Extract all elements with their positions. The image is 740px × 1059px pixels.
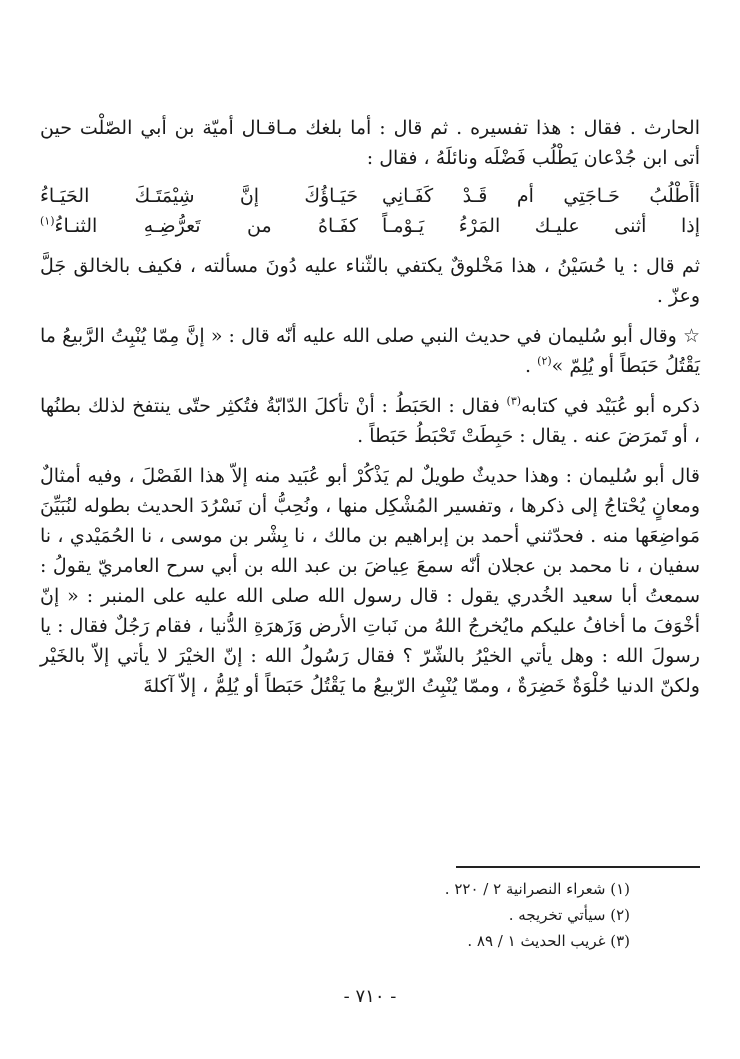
footnote-ref-2: (٢) [537, 354, 552, 368]
footnote-2: (٢) سيأتي تخريجه . [508, 906, 630, 924]
hadith-rabi-end: . [525, 355, 538, 377]
paragraph-hadith-rabi [40, 321, 700, 381]
footnotes [70, 876, 630, 954]
footnote-3: (٣) غريب الحديث ١ / ٨٩ . [467, 932, 630, 950]
hadith-rabi-text: ☆ وقال أبو سُليمان في حديث النبي صلى الله عليه أنّه قال : « إنَّ مِمّا يُنْبِتُ الرَّبيعُ ما يَقْتُلُ حَبَطاً أو يُلِمّ » [40, 325, 700, 377]
verse-1-first-hemistich: أأَطْلُبُ حَـاجَتِي أم قَـدْ كَفَـانِي [382, 185, 700, 207]
footnote-ref-3: (٣) [506, 394, 522, 408]
verse-2-second-hemistich: كفَـاهُ من تَعرُّضِـهِ الثنـاءُ [54, 215, 358, 237]
paragraph-long-hadith: قال أبو سُليمان : وهذا حديثٌ طويلٌ لم يَذْكُرْ أبو عُبَيد منه إلاّ هذا الفَصْلَ ، وفيه أمثالٌ ومعانٍ يُحْتاجُ إلى ذكرها ، وتفسير المُشْكِل منها ، ونُحِبُّ أن نَسْرُدَ الحديث بطوله لنُبَيِّنَ مَواضِعَها منه . فحدّثني أحمد بن إبراهيم بن مالك ، نا بِشْر بن موسى ، نا الحُمَيْدي ، نا سفيان ، نا محمد بن عجلان أنّه سمعَ عِياضَ بن عبد الله بن أبي سرح العامريّ يقولُ : سمعتُ أبا سعيد الخُدري يقول : قال رسول الله صلى الله عليه على المنبر : « إنّ أخْوَفَ ما أخافُ عليكم مايُخرجُ اللهُ من نَباتِ الأرض وَزَهرَةِ الدُّنيا ، فقام رَجُلٌ فقال : يا رسولَ الله : وهل يأتي الخيْرُ بالشّرّ ؟ فقال رَسُولُ الله : إنّ الخيْرَ لا يأتي إلاّ بالخَيْر ولكنّ الدنيا حُلْوَةٌ خَضِرَةٌ ، وممّا يُنْبِتُ الرّبيعُ ما يَقْتُلُ حَبَطاً أو يُلِمُّ ، إلاّ آكلةَ [40, 465, 700, 697]
poem-verse-2 [40, 211, 700, 241]
footnote-separator [456, 866, 700, 868]
abu-ubayd-before: ذكره أبو عُبَيْد في كتابه [521, 395, 700, 417]
footnote-ref-1: (١) [40, 214, 55, 228]
main-text [40, 113, 700, 701]
paragraph-abu-ubayd [40, 391, 700, 451]
poem-verse-1 [40, 181, 700, 211]
paragraph-intro: الحارث . فقال : هذا تفسيره . ثم قال : أما بلغك مـاقـال أميّة بن أبي الصّلْت حين أتى ابن جُدْعان يَطْلُب فَضْلَه ونائلَهُ ، فقال : [40, 117, 700, 169]
verse-2-first-hemistich: إذا أثنى عليـك المَرْءُ يَـوْمـاً [382, 215, 700, 237]
footnote-1: (١) شعراء النصرانية ٢ / ٢٢٠ . [444, 880, 630, 898]
page-number: - ٧١٠ - [343, 986, 397, 1007]
verse-1-second-hemistich: حَيَـاؤُكَ إنَّ شِيْمَتَـكَ الحَيَـاءُ [40, 185, 358, 207]
paragraph-husayn: ثم قال : يا حُسَيْنُ ، هذا مَخْلوقٌ يكتفي بالثّناء عليه دُونَ مسألته ، فكيف بالخالق جَلَّ وعزّ . [40, 255, 700, 307]
verse-2-second-hemistich-wrap [40, 211, 358, 241]
abu-ubayd-after: فقال : الحَبَطُ : أنْ تأكلَ الدّابّةُ فتُكثِر حتّى ينتفخ لذلك بطنُها ، أو تَمرَضَ عنه . يقال : حَبِطَتْ تَحْبَطُ حَبَطاً . [40, 395, 700, 447]
